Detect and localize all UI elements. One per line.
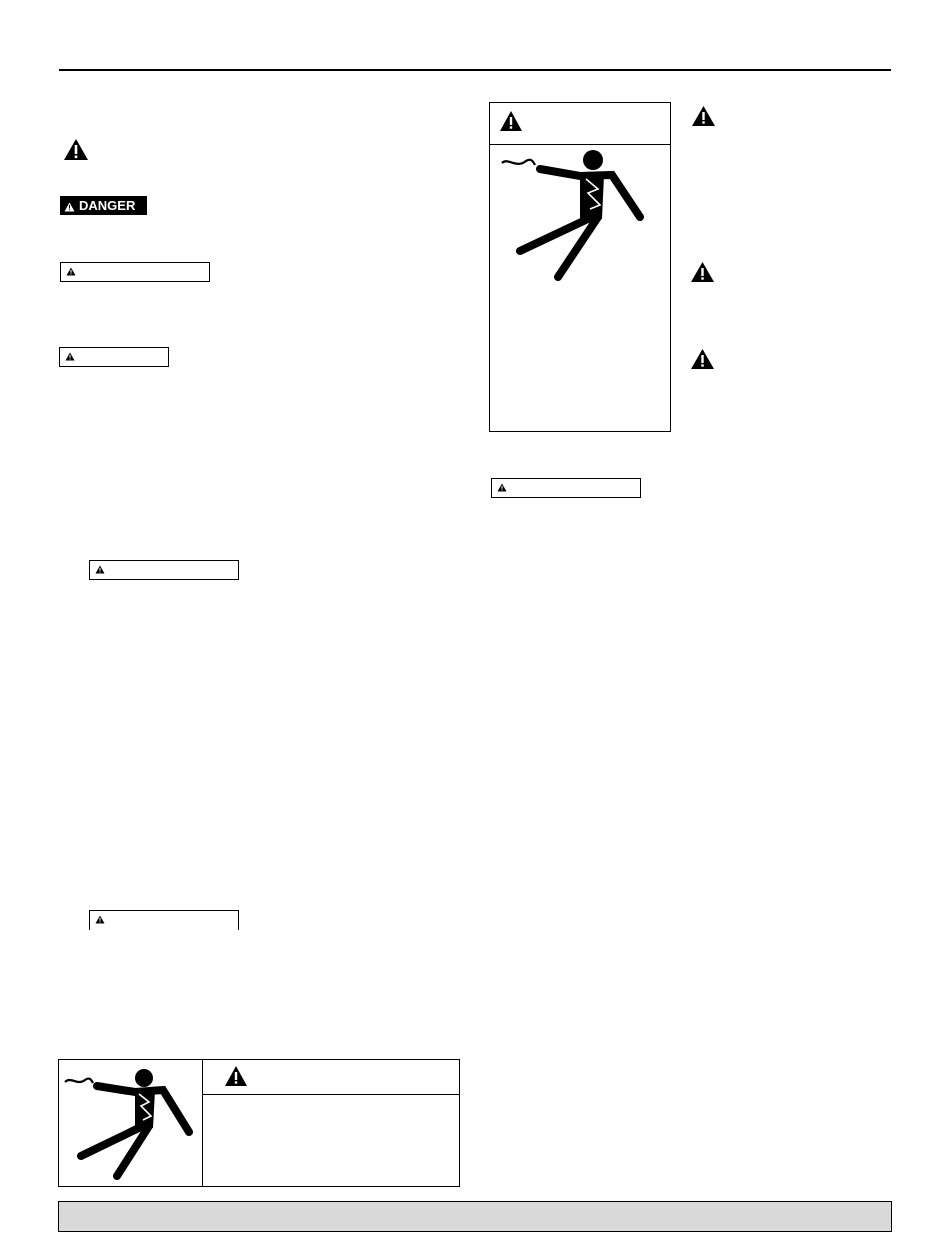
warning-triangle-icon	[95, 915, 105, 924]
header-rule	[59, 69, 891, 71]
danger-label-text: DANGER	[79, 198, 136, 213]
safety-alert-triangle-icon	[691, 105, 716, 127]
panel-header-rule	[203, 1094, 459, 1095]
warning-triangle-icon	[65, 352, 75, 361]
warning-label-box	[89, 910, 239, 930]
warning-triangle-icon	[64, 202, 75, 212]
shock-warning-panel	[489, 102, 671, 432]
caution-label-box	[59, 347, 169, 367]
safety-alert-triangle-icon	[690, 348, 715, 370]
safety-alert-triangle-icon	[63, 138, 89, 161]
safety-alert-triangle-icon	[690, 261, 715, 283]
warning-triangle-icon	[224, 1065, 248, 1087]
warning-triangle-icon	[499, 110, 523, 132]
danger-signal-label	[60, 196, 147, 215]
electric-shock-hazard-icon	[63, 1066, 199, 1186]
electric-shock-hazard-icon	[500, 149, 660, 281]
warning-label-box	[60, 262, 210, 282]
shock-warning-panel	[58, 1059, 460, 1187]
warning-triangle-icon	[66, 267, 76, 276]
warning-label-box	[491, 478, 641, 498]
panel-divider	[202, 1060, 203, 1186]
panel-header-rule	[490, 144, 670, 145]
warning-triangle-icon	[497, 483, 507, 492]
warning-triangle-icon	[95, 565, 105, 574]
footer-bar	[58, 1201, 892, 1232]
warning-label-box	[89, 560, 239, 580]
